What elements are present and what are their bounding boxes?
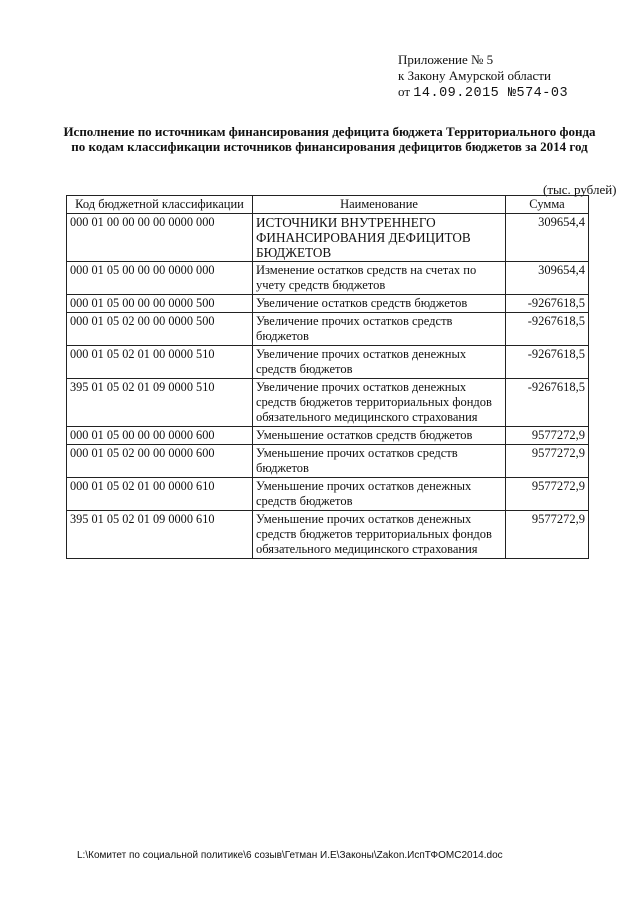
appendix-block [398, 52, 568, 102]
amount-cell: -9267618,5 [506, 295, 589, 313]
code-cell: 000 01 05 02 01 00 0000 610 [67, 478, 253, 511]
amount-cell: 309654,4 [506, 214, 589, 262]
code-cell: 000 01 05 02 00 00 0000 600 [67, 445, 253, 478]
code-cell: 395 01 05 02 01 09 0000 510 [67, 379, 253, 427]
appendix-number: Приложение № 5 [398, 52, 494, 67]
table-row [67, 313, 589, 346]
table-row [67, 346, 589, 379]
table-row [67, 262, 589, 295]
appendix-date-number: 14.09.2015 №574-03 [413, 86, 569, 101]
table-row [67, 478, 589, 511]
table-row [67, 445, 589, 478]
code-cell: 000 01 05 02 01 00 0000 510 [67, 346, 253, 379]
name-cell: Уменьшение прочих остатков денежных средств бюджетов [253, 478, 506, 511]
column-header-amount: Сумма [506, 196, 589, 214]
table-row [67, 295, 589, 313]
column-header-code: Код бюджетной классификации [67, 196, 253, 214]
document-title: Исполнение по источникам финансирования дефицита бюджета Территориального фонда по кодам классификации источников финансирования дефицитов бюджетов за 2014 год [63, 124, 596, 154]
sources-table [66, 195, 589, 559]
code-cell: 000 01 05 02 00 00 0000 500 [67, 313, 253, 346]
table-header-row [67, 196, 589, 214]
amount-cell: -9267618,5 [506, 379, 589, 427]
column-header-name: Наименование [253, 196, 506, 214]
table-row [67, 379, 589, 427]
name-cell: Уменьшение прочих остатков денежных средств бюджетов территориальных фондов обязательного медицинского страхования [253, 511, 506, 559]
name-cell: Увеличение прочих остатков денежных средств бюджетов территориальных фондов обязательного медицинского страхования [253, 379, 506, 427]
amount-cell: -9267618,5 [506, 313, 589, 346]
name-cell: Увеличение прочих остатков денежных средств бюджетов [253, 346, 506, 379]
amount-cell: 9577272,9 [506, 478, 589, 511]
amount-cell: 9577272,9 [506, 445, 589, 478]
code-cell: 000 01 05 00 00 00 0000 500 [67, 295, 253, 313]
amount-cell: -9267618,5 [506, 346, 589, 379]
code-cell: 395 01 05 02 01 09 0000 610 [67, 511, 253, 559]
table-row [67, 511, 589, 559]
name-cell: Изменение остатков средств на счетах по учету средств бюджетов [253, 262, 506, 295]
name-cell: Увеличение остатков средств бюджетов [253, 295, 506, 313]
footer-file-path: L:\Комитет по социальной политике\6 созыв\Гетман И.Е\Законы\Zakon.ИспТФОМС2014.doc [77, 850, 503, 861]
code-cell: 000 01 05 00 00 00 0000 600 [67, 427, 253, 445]
appendix-date-prefix: от [398, 84, 411, 99]
table-row [67, 214, 589, 262]
amount-cell: 9577272,9 [506, 511, 589, 559]
code-cell: 000 01 00 00 00 00 0000 000 [67, 214, 253, 262]
code-cell: 000 01 05 00 00 00 0000 000 [67, 262, 253, 295]
appendix-law-reference: к Закону Амурской области [398, 68, 551, 83]
name-cell: Уменьшение прочих остатков средств бюджетов [253, 445, 506, 478]
appendix-date-line [398, 84, 568, 102]
name-cell: ИСТОЧНИКИ ВНУТРЕННЕГО ФИНАНСИРОВАНИЯ ДЕФИЦИТОВ БЮДЖЕТОВ [253, 214, 506, 262]
name-cell: Увеличение прочих остатков средств бюджетов [253, 313, 506, 346]
name-cell: Уменьшение остатков средств бюджетов [253, 427, 506, 445]
table-row [67, 427, 589, 445]
amount-cell: 309654,4 [506, 262, 589, 295]
amount-cell: 9577272,9 [506, 427, 589, 445]
units-label: (тыс. рублей) [543, 182, 617, 197]
